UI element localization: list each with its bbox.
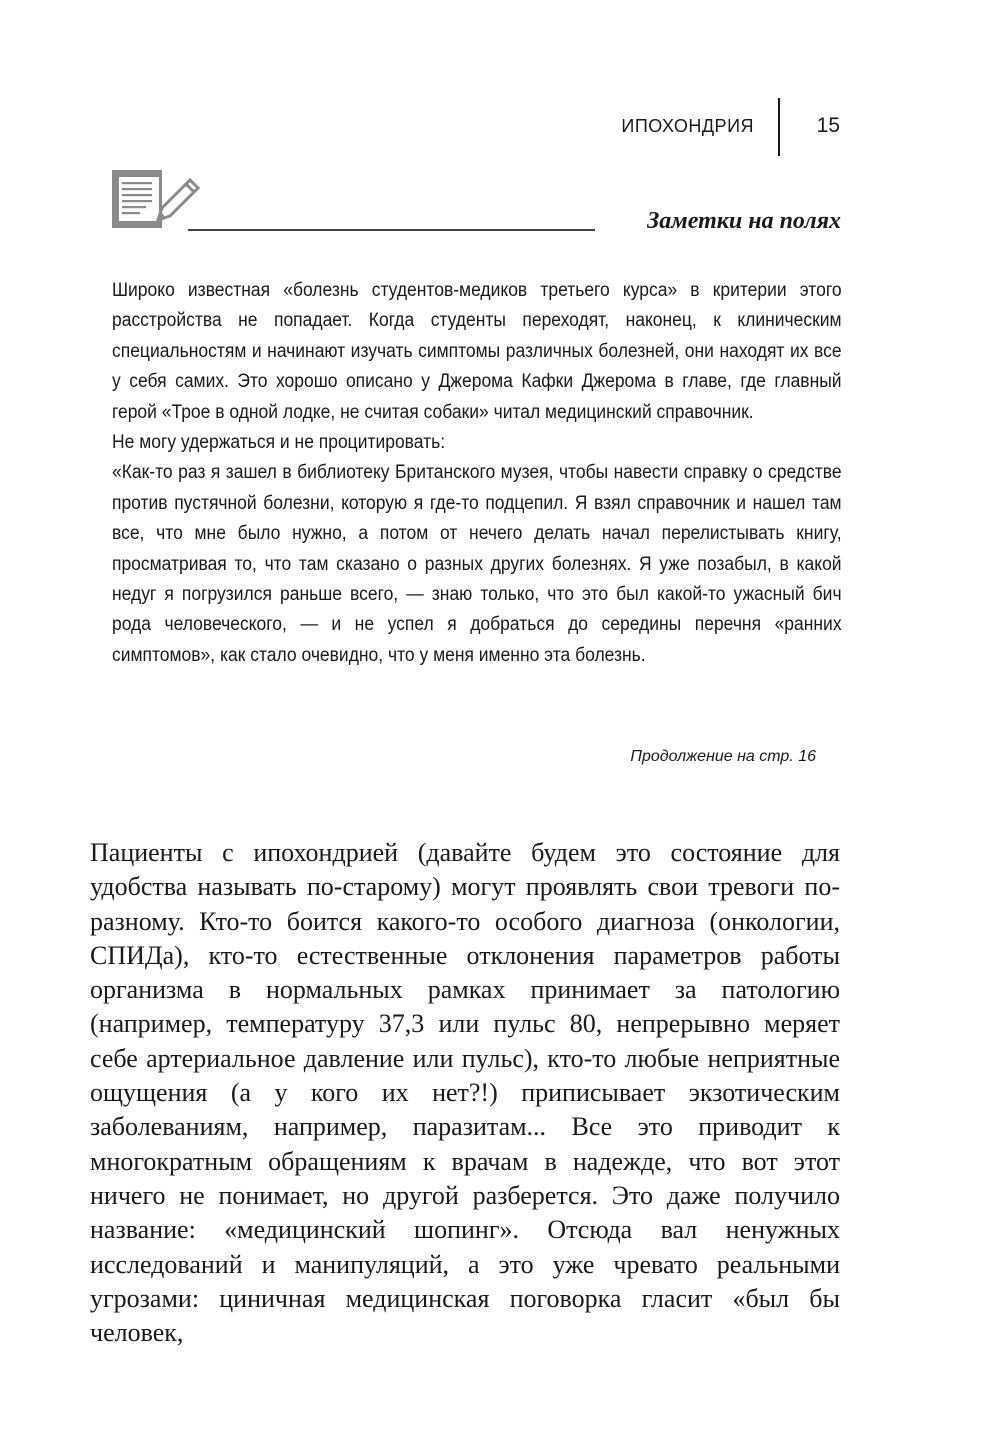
sidebar-note bbox=[112, 276, 842, 671]
main-body-text: Пациенты с ипохондрией (давайте будем это состояние для удобства называть по-старому) могут проявлять свои тревоги по-разному. Кто-то боится какого-то особого диагноза (онкологии, СПИДа), кто-то естественные отклонения параметров работы организма в нормальных рамках принимает за патологию (например, температуру 37,3 или пульс 80, непрерывно меряет себе артериальное давление или пульс), кто-то любые неприятные ощущения (а у кого их нет?!) приписывает экзотическим заболеваниям, например, паразитам... Все это приводит к многократным обращениям к врачам в надежде, что вот этот ничего не понимает, но другой разберется. Это даже получило название: «медицинский шопинг». Отсюда вал ненужных исследований и манипуляций, а это уже чревато реальными угрозами: циничная медицинская поговорка гласит «был бы человек, bbox=[90, 838, 840, 1348]
page-number: 15 bbox=[816, 114, 840, 137]
running-head bbox=[560, 98, 840, 156]
notes-section-title: Заметки на полях bbox=[647, 208, 841, 234]
continued-on-page-note: Продолжение на стр. 16 bbox=[630, 748, 816, 765]
sidebar-paragraph: Широко известная «болезнь студентов-медиков третьего курса» в критерии этого расстройства не попадает. Когда студенты переходят, наконец, к клиническим специальностям и начинают изучать симптомы различных болезней, они находят их все у себя самих. Это хорошо описано у Джерома Кафки Джерома в главе, где главный герой «Трое в одной лодке, не считая собаки» читал медицинский справочник. bbox=[112, 280, 842, 423]
notes-header-rule bbox=[188, 229, 595, 231]
sidebar-quote: «Как-то раз я зашел в библиотеку Британского музея, чтобы навести справку о средстве против пустячной болезни, которую я где-то подцепил. Я взял справочник и нашел там все, что мне было нужно, а потом от нечего делать начал перелистывать книгу, просматривая то, что там сказано о разных других болезнях. Я уже позабыл, в какой недуг я погрузился раньше всего, — знаю только, что это был какой-то ужасный бич рода человеческого, — и не успел я добраться до середины перечня «ранних симптомов», как стало очевидно, что у меня именно эта болезнь. bbox=[112, 462, 842, 666]
notepad-pencil-icon bbox=[112, 170, 202, 230]
sidebar-paragraph: Не могу удержаться и не процитировать: bbox=[112, 432, 446, 454]
running-head-title: ИПОХОНДРИЯ bbox=[621, 116, 754, 136]
running-head-divider bbox=[778, 98, 780, 156]
